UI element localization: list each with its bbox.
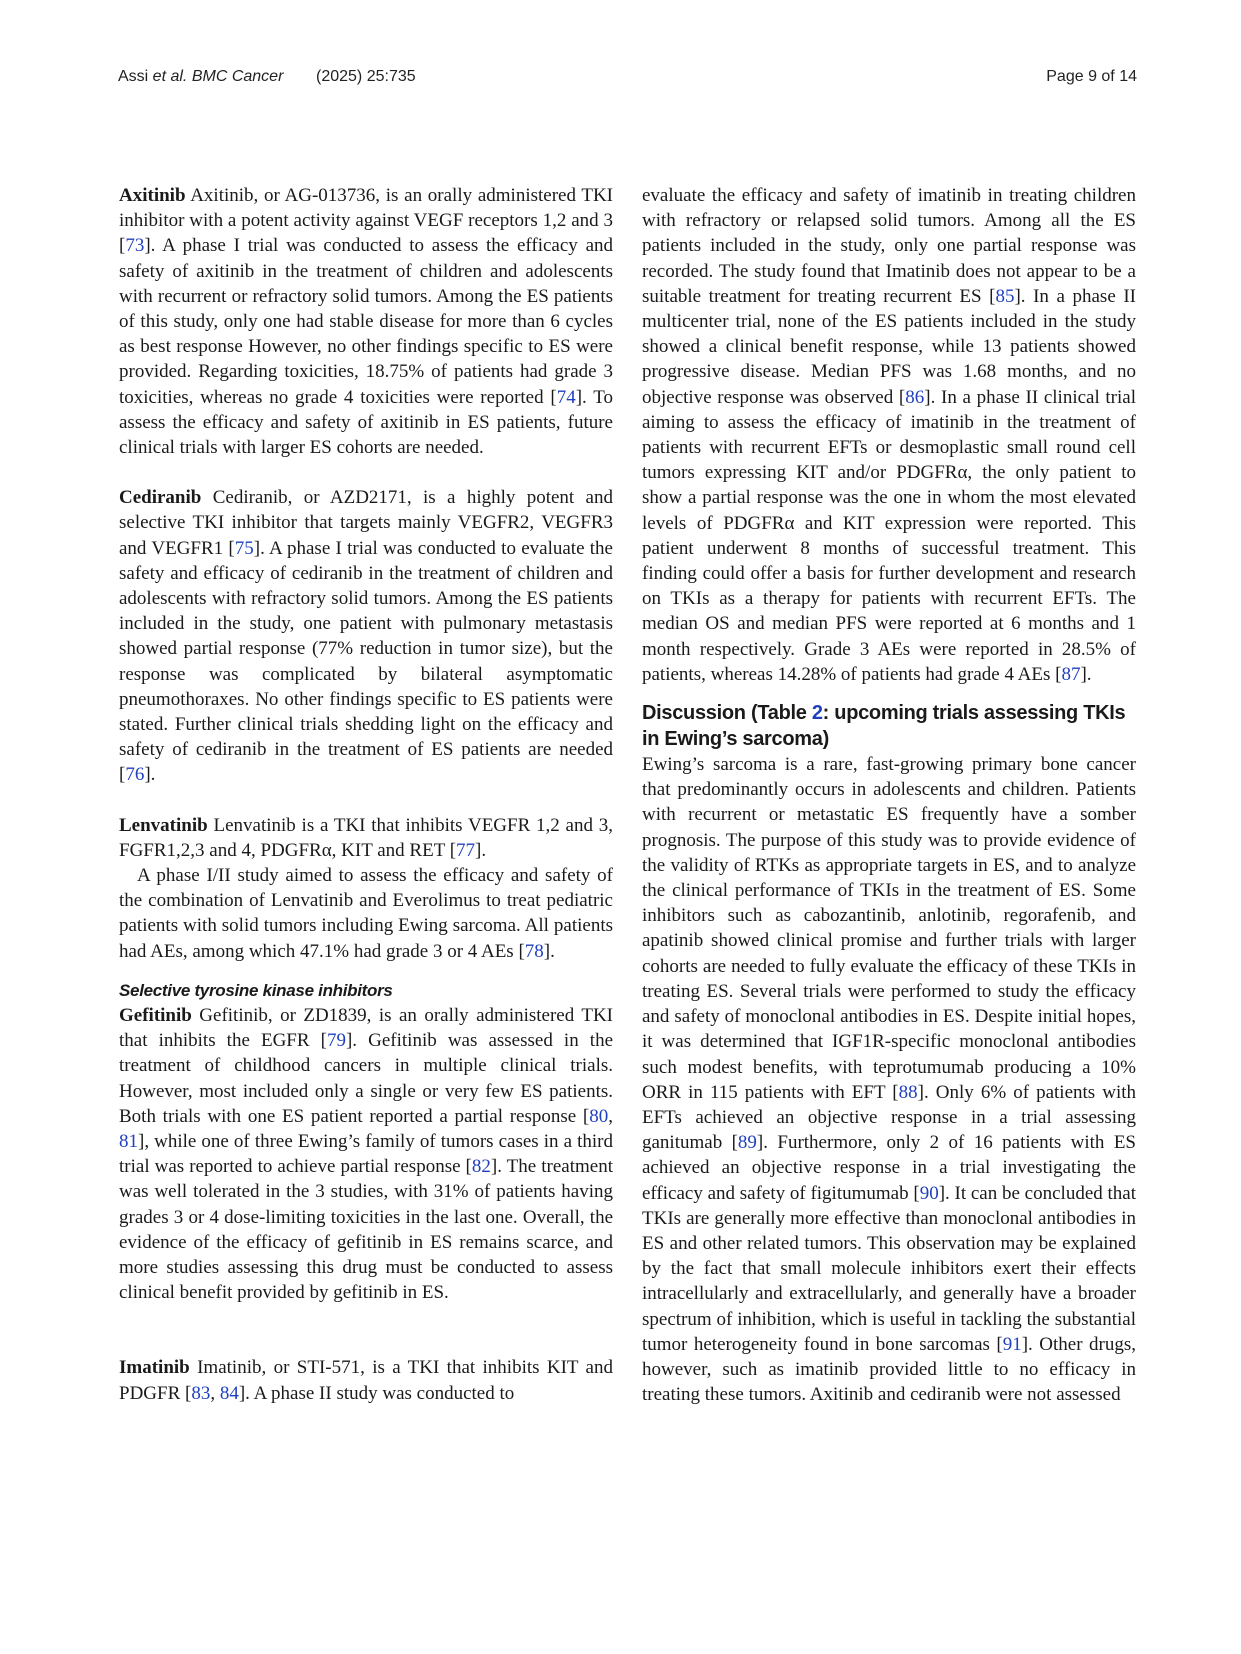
body-text: A phase I/II study aimed to assess the efficacy and safety of the combination of Lenvatinib and Everolimus to treat pediatric patients with solid tumors including Ewing sarcoma. All patients had AEs, among which 47.1% had grade 3 or 4 AEs [ — [119, 865, 613, 962]
body-text: ]. To assess the efficacy and safety of axitinib in ES patients, future clinical trials with larger ES cohorts are needed. — [119, 386, 613, 459]
section-heading-discussion — [642, 701, 1136, 752]
paragraph-discussion — [642, 752, 1136, 1407]
body-text: ]. A phase I trial was conducted to evaluate the safety and efficacy of cediranib in the treatment of children and adolescents with refractory solid tumors. Among the ES patients included in the study, one patient with pulmonary metastasis showed partial response (77% reduction in tumor size), but the response was complicated by bilateral asymptomatic pneumothoraxes. No other findings specific to ES patients were stated. Further clinical trials shedding light on the efficacy and safety of cediranib in the treatment of ES patients are needed [ — [119, 537, 613, 786]
citation-link[interactable]: 73 — [125, 235, 145, 257]
citation-link[interactable]: 84 — [219, 1382, 239, 1404]
run-in-heading: Axitinib — [119, 185, 186, 206]
page-number: Page 9 of 14 — [1046, 68, 1137, 85]
citation-link[interactable]: 83 — [191, 1382, 211, 1404]
citation-link[interactable]: 81 — [119, 1130, 138, 1152]
body-text: ]. It can be concluded that TKIs are generally more effective than monoclonal antibodies in ES and other related tumors. This observation may be explained by the fact that small molecule inhibitors exert their effects intracellularly and extracellularly, and generally have a broader spectrum of inhibition, which is useful in tackling the substantial tumor heterogeneity found in bone sarcomas [ — [642, 1182, 1136, 1355]
body-text: ]. — [543, 940, 555, 962]
table-link[interactable]: 2 — [811, 702, 823, 725]
body-text: ]. Gefitinib was assessed in the treatment of childhood cancers in multiple clinical trials. However, most included only a single or very few ES patients. Both trials with one ES patient reported a partial response [ — [119, 1030, 613, 1127]
body-text: ], while one of three Ewing’s family of tumors cases in a third trial was reported to achieve partial response [ — [119, 1130, 613, 1178]
run-in-heading: Imatinib — [119, 1357, 190, 1379]
citation-link[interactable]: 74 — [556, 386, 576, 408]
body-text: ]. In a phase II multicenter trial, none of the ES patients included in the study showed a clinical benefit response, while 13 patients showed progressive disease. Median PFS was 1.68 months, and no objective response was observed [ — [642, 285, 1136, 408]
body-text: Lenvatinib is a TKI that inhibits VEGFR 1,2 and 3, FGFR1,2,3 and 4, PDGFRα, KIT and RET [ — [119, 814, 613, 861]
citation-volume: (2025) 25:735 — [316, 68, 416, 85]
body-text: Gefitinib, or ZD1839, is an orally administered TKI that inhibits the EGFR [ — [119, 1004, 613, 1052]
paragraph-lenvatinib — [119, 813, 613, 863]
right-column — [642, 183, 1136, 1407]
paragraph-axitinib — [119, 183, 613, 460]
citation-link[interactable]: 91 — [1002, 1333, 1022, 1355]
body-text: ]. Furthermore, only 2 of 16 patients with ES achieved an objective response in a trial investigating the efficacy and safety of figitumumab [ — [642, 1132, 1136, 1204]
running-header — [118, 68, 1137, 92]
body-text: Cediranib, or AZD2171, is a highly potent and selective TKI inhibitor that targets mainly VEGFR2, VEGFR3 and VEGFR1 [ — [119, 487, 613, 559]
citation-link[interactable]: 80 — [589, 1105, 609, 1127]
body-text: ]. — [144, 764, 156, 786]
citation-link[interactable]: 82 — [471, 1156, 491, 1178]
body-text: ]. Other drugs, however, such as imatinib provided little to no efficacy in treating these tumors. Axitinib and cediranib were not assessed — [642, 1333, 1137, 1406]
citation-link[interactable]: 88 — [898, 1081, 918, 1103]
body-text: , — [608, 1105, 613, 1127]
citation-link[interactable]: 79 — [326, 1030, 346, 1052]
body-text: evaluate the efficacy and safety of imatinib in treating children with refractory or relapsed solid tumors. Among all the ES patients included in the study, only one partial response was recorded. The study found that Imatinib does not appear to be a suitable treatment for treating recurrent ES [ — [642, 185, 1136, 307]
subsection-heading: Selective tyrosine kinase inhibitors — [119, 980, 393, 1000]
citation-link[interactable]: 87 — [1061, 663, 1081, 685]
body-text: ]. — [1080, 663, 1092, 685]
body-text: Ewing’s sarcoma is a rare, fast-growing primary bone cancer that predominantly occurs in adolescents and children. Patients with recurrent or metastatic ES frequently have a somber prognosis. The purpose of this study was to provide evidence of the validity of RTKs as appropriate targets in ES, and to analyze the clinical performance of TKIs in the treatment of ES. Some inhibitors such as cabozantinib, anlotinib, regorafenib, and apatinib showed clinical promise and further trials with larger cohorts are needed to fully evaluate the efficacy of these TKIs in treating ES. Several trials were performed to study the efficacy and safety of monoclonal antibodies in ES. Despite initial hopes, it was determined that IGF1R-specific monoclonal antibodies such modest benefits, with teprotumumab producing a 10% ORR in 115 patients with EFT [ — [642, 754, 1136, 1103]
body-text: ]. In a phase II clinical trial aiming to assess the efficacy of imatinib in the treatment of patients with recurrent EFTs or desmoplastic small round cell tumors expressing KIT and/or PDGFRα, the only patient to show a partial response was the one in whom the most elevated levels of PDGFRα and KIT expression were reported. This patient underwent 8 months of successful treatment. This finding could offer a basis for further development and research on TKIs as a therapy for patients with recurrent EFTs. The median OS and median PFS were reported at 6 months and 1 month respectively. Grade 3 AEs were reported in 28.5% of patients, whereas 14.28% of patients had grade 4 AEs [ — [642, 386, 1136, 685]
body-text: , — [210, 1382, 220, 1404]
run-in-heading: Gefitinib — [119, 1004, 192, 1026]
paragraph-gefitinib — [119, 1003, 613, 1305]
body-text: ]. The treatment was well tolerated in the 3 studies, with 31% of patients having grades 3 or 4 dose-limiting toxicities in the last one. Overall, the evidence of the efficacy of gefitinib in ES remains scarce, and more studies assessing this drug must be conducted to assess clinical benefit provided by gefitinib in ES. — [119, 1156, 613, 1304]
body-text: Axitinib, or AG-013736, is an orally administered TKI inhibitor with a potent activity against VEGF receptors 1,2 and 3 [ — [119, 185, 613, 257]
paragraph-imatinib-continued — [642, 183, 1136, 687]
author-name: Assi — [118, 68, 149, 85]
citation-link[interactable]: 78 — [524, 940, 544, 962]
heading-text: Discussion (Table — [642, 702, 812, 725]
paragraph-lenvatinib-study — [119, 863, 613, 964]
citation-link[interactable]: 75 — [234, 537, 254, 559]
citation-link[interactable]: 90 — [919, 1182, 939, 1204]
paragraph-cediranib — [119, 485, 613, 787]
citation-link[interactable]: 86 — [905, 386, 925, 408]
run-in-heading: Lenvatinib — [119, 814, 208, 836]
citation-link[interactable]: 77 — [456, 839, 476, 861]
heading-text: : upcoming trials assessing TKIs in Ewing’s sarcoma) — [642, 702, 1126, 750]
journal-name: et al. BMC Cancer — [148, 68, 284, 85]
citation-link[interactable]: 89 — [737, 1132, 757, 1154]
body-text: ]. A phase II study was conducted to — [238, 1382, 515, 1404]
paragraph-imatinib — [119, 1355, 613, 1405]
run-in-heading: Cediranib — [119, 487, 202, 509]
citation-link[interactable]: 76 — [125, 764, 145, 786]
citation-link[interactable]: 85 — [995, 285, 1015, 307]
body-text: ]. Only 6% of patients with EFTs achieved an objective response in a trial assessing ganitumab [ — [642, 1081, 1137, 1154]
citation-authors — [118, 68, 283, 86]
body-text: ]. — [475, 839, 487, 861]
body-text: ]. A phase I trial was conducted to assess the efficacy and safety of axitinib in the treatment of children and adolescents with recurrent or refractory solid tumors. Among the ES patients of this study, only one had stable disease for more than 6 cycles as best response However, no other findings specific to ES were provided. Regarding toxicities, 18.75% of patients had grade 3 toxicities, whereas no grade 4 toxicities were reported [ — [119, 235, 613, 408]
body-text: Imatinib, or STI-571, is a TKI that inhibits KIT and PDGFR [ — [119, 1357, 613, 1404]
left-column — [119, 183, 613, 1406]
